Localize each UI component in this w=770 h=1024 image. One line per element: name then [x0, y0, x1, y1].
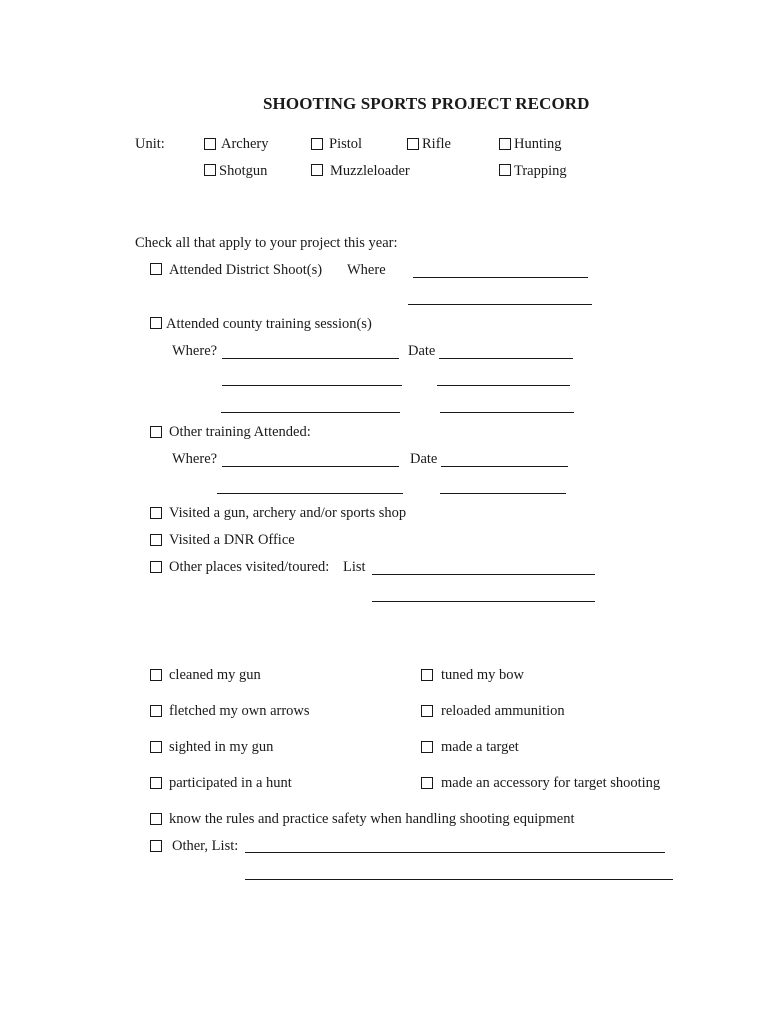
other-places-line-1[interactable] — [372, 574, 595, 575]
county-training-label: Attended county training session(s) — [166, 316, 372, 332]
county-training-checkbox[interactable] — [150, 317, 162, 329]
sighted-gun-checkbox[interactable] — [150, 741, 162, 753]
other-places-line-2[interactable] — [372, 601, 595, 602]
other-where-label: Where? — [172, 451, 218, 467]
participated-hunt-label: participated in a hunt — [169, 775, 292, 791]
other-skill-label: Other, List: — [172, 838, 239, 854]
visited-dnr-label: Visited a DNR Office — [169, 532, 295, 548]
other-where-line-2[interactable] — [217, 493, 403, 494]
other-skill-line-1[interactable] — [245, 852, 665, 853]
visited-shop-checkbox[interactable] — [150, 507, 162, 519]
made-target-checkbox[interactable] — [421, 741, 433, 753]
county-date-label: Date — [408, 343, 436, 359]
participated-hunt-checkbox[interactable] — [150, 777, 162, 789]
other-skill-checkbox[interactable] — [150, 840, 162, 852]
district-where-line-2[interactable] — [408, 304, 592, 305]
rifle-checkbox[interactable] — [407, 138, 419, 150]
visited-dnr-checkbox[interactable] — [150, 534, 162, 546]
archery-label: Archery — [221, 136, 269, 152]
county-where-line-1[interactable] — [222, 358, 399, 359]
rifle-label: Rifle — [422, 136, 451, 152]
other-date-line-2[interactable] — [440, 493, 566, 494]
cleaned-gun-checkbox[interactable] — [150, 669, 162, 681]
muzzleloader-label: Muzzleloader — [330, 163, 410, 179]
pistol-label: Pistol — [329, 136, 363, 152]
other-places-label: Other places visited/toured: — [169, 559, 330, 575]
know-rules-label: know the rules and practice safety when handling shooting equipment — [169, 811, 575, 827]
unit-label: Unit: — [135, 136, 165, 152]
other-places-list-label: List — [343, 559, 366, 575]
pistol-checkbox[interactable] — [311, 138, 323, 150]
county-date-line-1[interactable] — [439, 358, 573, 359]
shotgun-label: Shotgun — [219, 163, 268, 179]
tuned-bow-checkbox[interactable] — [421, 669, 433, 681]
made-accessory-label: made an accessory for target shooting — [441, 775, 661, 791]
page-title: SHOOTING SPORTS PROJECT RECORD — [263, 94, 590, 113]
tuned-bow-label: tuned my bow — [441, 667, 524, 683]
trapping-checkbox[interactable] — [499, 164, 511, 176]
district-shoot-label: Attended District Shoot(s) — [169, 262, 323, 278]
check-all-instruction: Check all that apply to your project this year: — [135, 235, 398, 251]
county-where-line-2[interactable] — [222, 385, 402, 386]
district-where-label: Where — [347, 262, 386, 278]
fletched-arrows-label: fletched my own arrows — [169, 703, 310, 719]
other-training-checkbox[interactable] — [150, 426, 162, 438]
county-where-line-3[interactable] — [221, 412, 400, 413]
made-target-label: made a target — [441, 739, 519, 755]
district-where-line-1[interactable] — [413, 277, 588, 278]
county-date-line-3[interactable] — [440, 412, 574, 413]
other-training-label: Other training Attended: — [169, 424, 311, 440]
fletched-arrows-checkbox[interactable] — [150, 705, 162, 717]
hunting-label: Hunting — [514, 136, 562, 152]
sighted-gun-label: sighted in my gun — [169, 739, 274, 755]
made-accessory-checkbox[interactable] — [421, 777, 433, 789]
shotgun-checkbox[interactable] — [204, 164, 216, 176]
muzzleloader-checkbox[interactable] — [311, 164, 323, 176]
district-shoot-checkbox[interactable] — [150, 263, 162, 275]
know-rules-checkbox[interactable] — [150, 813, 162, 825]
cleaned-gun-label: cleaned my gun — [169, 667, 261, 683]
archery-checkbox[interactable] — [204, 138, 216, 150]
reloaded-ammo-checkbox[interactable] — [421, 705, 433, 717]
other-places-checkbox[interactable] — [150, 561, 162, 573]
other-where-line-1[interactable] — [222, 466, 399, 467]
county-where-label: Where? — [172, 343, 218, 359]
hunting-checkbox[interactable] — [499, 138, 511, 150]
reloaded-ammo-label: reloaded ammunition — [441, 703, 565, 719]
other-date-label: Date — [410, 451, 438, 467]
visited-shop-label: Visited a gun, archery and/or sports shop — [169, 505, 407, 521]
trapping-label: Trapping — [514, 163, 567, 179]
county-date-line-2[interactable] — [437, 385, 570, 386]
other-date-line-1[interactable] — [441, 466, 568, 467]
other-skill-line-2[interactable] — [245, 879, 673, 880]
